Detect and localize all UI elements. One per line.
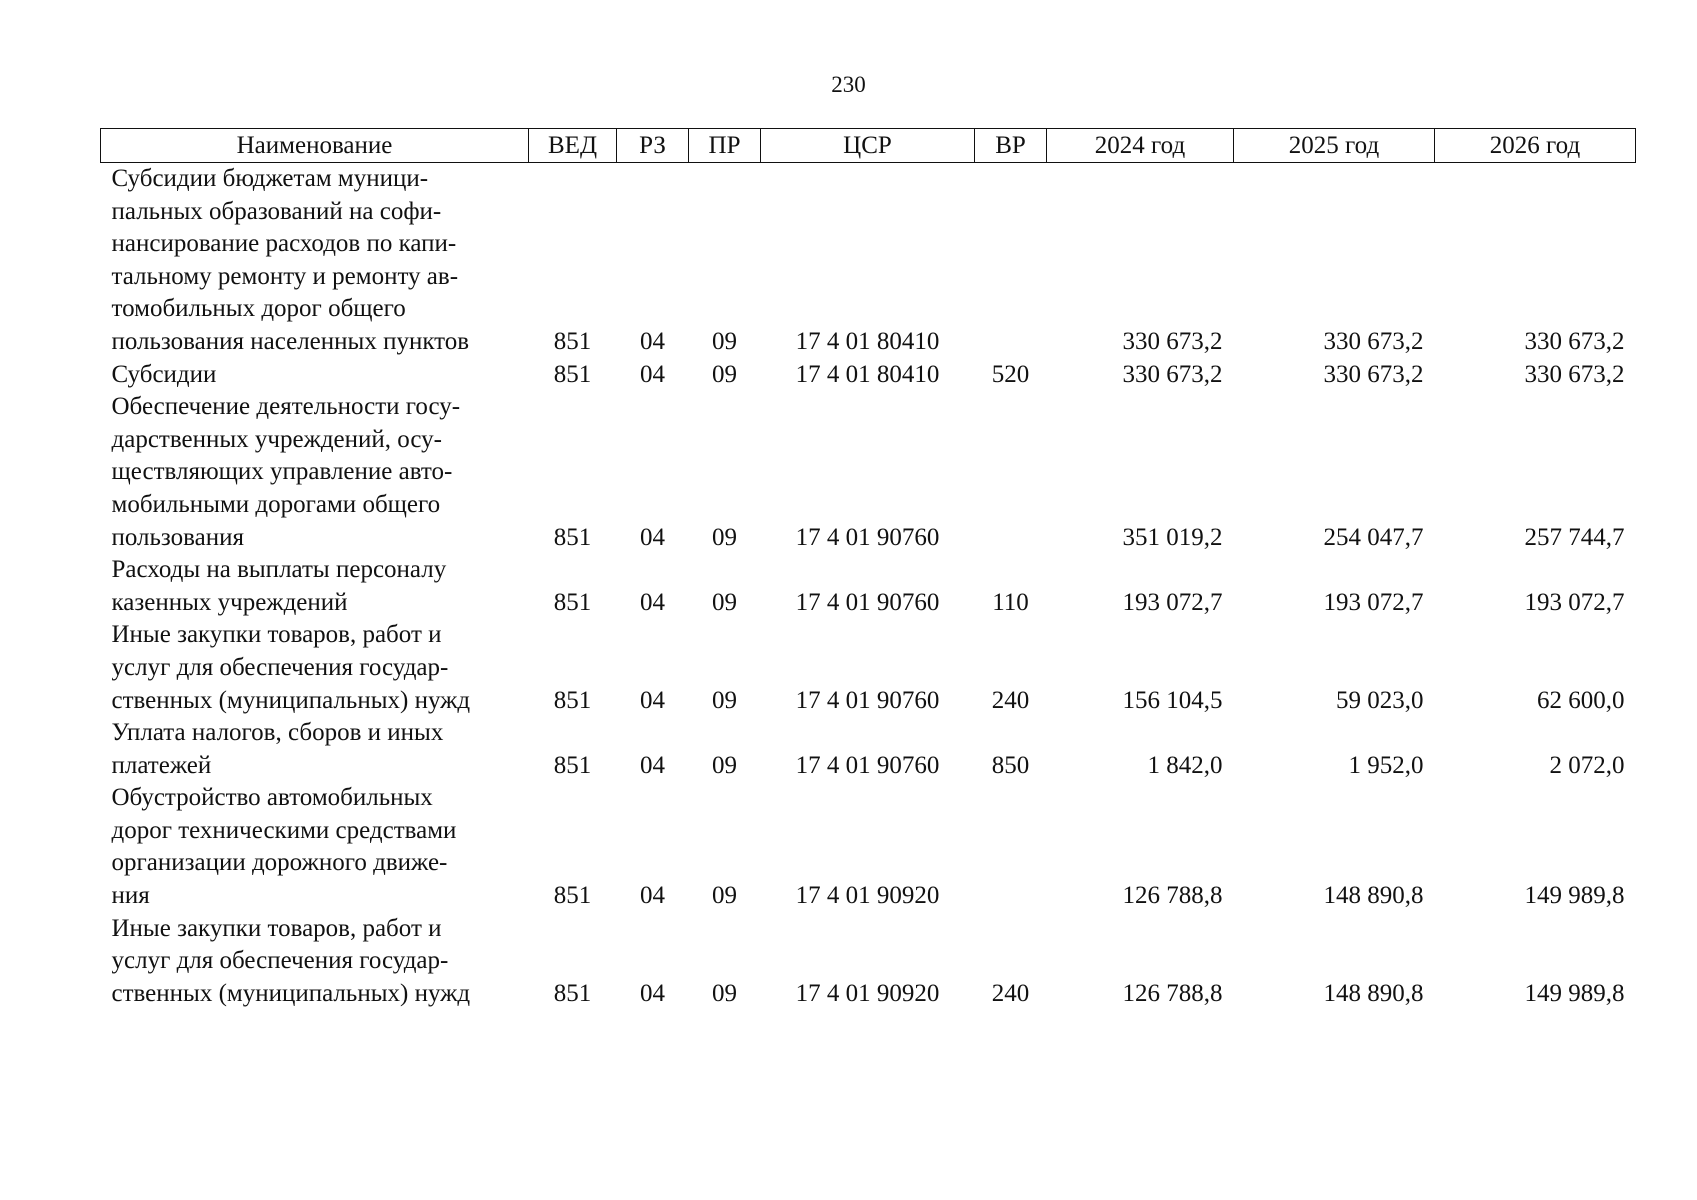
- table-row: [101, 913, 1636, 1011]
- cell-2025: 193 072,7: [1323, 588, 1424, 616]
- cell-2024: 1 842,0: [1147, 751, 1223, 779]
- header-2026: 2026 год: [1435, 129, 1636, 163]
- cell-vr: 850: [991, 751, 1030, 779]
- cell-2025: 148 890,8: [1323, 882, 1424, 910]
- table-row: [101, 163, 1636, 359]
- cell-ved: 851: [553, 360, 592, 388]
- cell-rz: 04: [640, 360, 665, 388]
- cell-vr: 240: [991, 979, 1030, 1007]
- cell-pr: 09: [712, 523, 737, 551]
- table-body: [101, 163, 1636, 1011]
- cell-name: Субсидии бюджетам муници- пальных образований на софи- нансирование расходов по капи- тальному ремонту и ремонту ав- томобильных дорог общего пользования населенных пунктов: [111, 165, 470, 355]
- cell-ved: 851: [553, 979, 592, 1007]
- table-row: [101, 717, 1636, 782]
- cell-2026: 149 989,8: [1524, 979, 1625, 1007]
- cell-rz: 04: [640, 327, 665, 355]
- table-row: [101, 782, 1636, 912]
- cell-2026: 62 600,0: [1537, 686, 1625, 714]
- cell-csr: 17 4 01 80410: [795, 327, 940, 355]
- page-number: 230: [831, 72, 866, 97]
- cell-csr: 17 4 01 90760: [795, 751, 940, 779]
- cell-2025: 330 673,2: [1323, 327, 1424, 355]
- cell-2026: 330 673,2: [1524, 360, 1625, 388]
- cell-rz: 04: [640, 882, 665, 910]
- cell-pr: 09: [712, 882, 737, 910]
- cell-2024: 156 104,5: [1122, 686, 1223, 714]
- cell-ved: 851: [553, 588, 592, 616]
- cell-pr: 09: [712, 588, 737, 616]
- cell-2026: 2 072,0: [1549, 751, 1625, 779]
- header-pr: ПР: [689, 129, 761, 163]
- cell-vr: [975, 782, 1047, 912]
- cell-name: Обустройство автомобильных дорог техническими средствами организации дорожного движе- ния: [111, 784, 457, 910]
- cell-ved: 851: [553, 327, 592, 355]
- cell-2024: 193 072,7: [1122, 588, 1223, 616]
- cell-rz: 04: [640, 523, 665, 551]
- header-rz: РЗ: [617, 129, 689, 163]
- cell-2024: 126 788,8: [1122, 979, 1223, 1007]
- cell-2025: 254 047,7: [1323, 523, 1424, 551]
- cell-csr: 17 4 01 90920: [795, 979, 940, 1007]
- table-row: [101, 359, 1636, 392]
- cell-csr: 17 4 01 90760: [795, 588, 940, 616]
- cell-name: Субсидии: [111, 360, 217, 388]
- cell-vr: 240: [991, 686, 1030, 714]
- cell-ved: 851: [553, 523, 592, 551]
- cell-pr: 09: [712, 360, 737, 388]
- cell-name: Иные закупки товаров, работ и услуг для обеспечения государ- ственных (муниципальных) нужд: [111, 914, 471, 1007]
- header-vr: ВР: [975, 129, 1047, 163]
- cell-rz: 04: [640, 751, 665, 779]
- cell-2025: 59 023,0: [1336, 686, 1424, 714]
- header-2025: 2025 год: [1234, 129, 1435, 163]
- cell-vr: 520: [991, 360, 1030, 388]
- cell-2025: 1 952,0: [1348, 751, 1424, 779]
- table-row: [101, 554, 1636, 619]
- table-row: [101, 619, 1636, 717]
- cell-2024: 330 673,2: [1122, 360, 1223, 388]
- cell-ved: 851: [553, 686, 592, 714]
- cell-2026: 193 072,7: [1524, 588, 1625, 616]
- header-name: Наименование: [101, 129, 529, 163]
- cell-pr: 09: [712, 686, 737, 714]
- cell-rz: 04: [640, 588, 665, 616]
- cell-rz: 04: [640, 686, 665, 714]
- cell-2026: 149 989,8: [1524, 882, 1625, 910]
- cell-2024: 330 673,2: [1122, 327, 1223, 355]
- cell-2025: 148 890,8: [1323, 979, 1424, 1007]
- budget-table: [100, 128, 1636, 1010]
- cell-2026: 257 744,7: [1524, 523, 1625, 551]
- table-header-row: [101, 129, 1636, 163]
- cell-ved: 851: [553, 882, 592, 910]
- header-csr: ЦСР: [761, 129, 975, 163]
- cell-vr: 110: [992, 588, 1029, 616]
- cell-pr: 09: [712, 979, 737, 1007]
- cell-name: Обеспечение деятельности госу- дарственных учреждений, осу- ществляющих управление авто- мобильными дорогами общего пользования: [111, 393, 461, 551]
- cell-2025: 330 673,2: [1323, 360, 1424, 388]
- table-row: [101, 391, 1636, 554]
- cell-vr: [975, 391, 1047, 554]
- header-2024: 2024 год: [1047, 129, 1234, 163]
- cell-name: Иные закупки товаров, работ и услуг для обеспечения государ- ственных (муниципальных) нужд: [111, 621, 471, 714]
- cell-csr: 17 4 01 80410: [795, 360, 940, 388]
- header-ved: ВЕД: [529, 129, 617, 163]
- cell-name: Уплата налогов, сборов и иных платежей: [111, 719, 444, 779]
- cell-2024: 351 019,2: [1122, 523, 1223, 551]
- cell-2026: 330 673,2: [1524, 327, 1625, 355]
- cell-csr: 17 4 01 90760: [795, 686, 940, 714]
- cell-csr: 17 4 01 90920: [795, 882, 940, 910]
- cell-vr: [975, 163, 1047, 359]
- cell-csr: 17 4 01 90760: [795, 523, 940, 551]
- cell-pr: 09: [712, 751, 737, 779]
- cell-2024: 126 788,8: [1122, 882, 1223, 910]
- cell-rz: 04: [640, 979, 665, 1007]
- cell-name: Расходы на выплаты персоналу казенных учреждений: [111, 556, 447, 616]
- cell-pr: 09: [712, 327, 737, 355]
- cell-ved: 851: [553, 751, 592, 779]
